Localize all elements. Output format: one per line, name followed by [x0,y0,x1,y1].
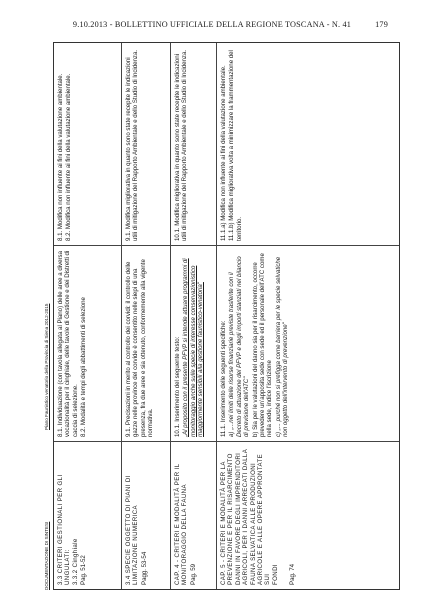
row-4-title-line: PREVENZIONE E PER IL RISARCIMENTO [227,453,235,585]
row-4-title-line: FONDI [271,564,279,585]
row-4-title-line: DANNI IN FAVORE DEGLI IMPRENDITORI [234,452,242,585]
bulletin-header-title: 9.10.2013 - BOLLETTINO UFFICIALE DELLA REGIONE TOSCANA - N. 41 [72,20,352,29]
row-4-assessment-cell [217,43,399,245]
row-4-assessment-text: 11.1.a) Modifica non influente ai fini della valutazione ambientale. [220,65,227,241]
row-1-title-line: 3.3 CRITERI GESTIONALI PER GLI UNGULATI: [57,474,72,585]
rotated-page-area [44,40,402,590]
row-2-title-line: 3.4 SPECIE OGGETTO DI PIANI DI [125,475,132,585]
row-3-quoted-text: „Al proposito con il presente PFVP si intende attuare programmi di monitoraggio anche sulle specie di interesse conservazionistico maggiormente sensibili alla gestione faunistico-venatoria" [182,258,205,437]
rotated-content [44,40,402,590]
row-2-modification-cell [122,245,171,441]
row-3-page-ref: Pag. 59 [189,563,197,585]
row-4-chapter-cell [217,441,399,589]
row-4-modification-text: b) Sia per le valutazioni del danno sia per il risarcimento, occorre prevedere un’apposita sede con sede ed il personale dell’ATC come nella sede, indice l’iscrizione [251,253,274,437]
modifications-table [53,42,400,590]
row-1-modification-text: 8.2. Modalità e tempi degli abbattimenti di selezione [80,297,88,437]
row-3-modification-cell [171,245,217,441]
row-2-modification-text: 9.1. Precisazioni in merito al controllo dei corvidi: il controllo delle gazze nelle province del corvide è consentito nelle siepi di una presenza, fra due aree e sia ottenuto, conformemente alla vigente normativa. [125,259,155,437]
row-4-title-line: FAUNA SELVATICA ALLE PRODUZIONI [249,462,257,585]
row-4-title-line: AGRICOLE E ALLE OPERE APPRONTATE SUI [257,453,272,585]
row-2-title-line: LIMITAZIONE NUMERICA [132,505,140,585]
row-1-page-ref: Pag. 51-52 [80,555,88,585]
row-1-title-line: 3.3.2 Cinghiale [71,538,79,585]
row-2-assessment-text: 9.1. Modifica migliorativa in quanto sono state recepite le indicazioni utili di mitigazione del Rapporto Ambientale e dello Studio di Incidenza. [125,49,140,241]
row-2-chapter-cell [122,441,171,589]
row-3-chapter-cell [171,441,217,589]
row-4-assessment-text: 11.1.b) Modifica migliorativa volta a minimizzare la frammentazione del territorio. [228,50,243,241]
row-1-chapter-cell [54,441,122,589]
row-4-title-line: AGRICOLI, PER I DANNI ARRECATI DALLA [242,448,250,585]
row-3-assessment-cell [171,43,217,245]
section-label: DOCUMENTAZIONE DI SINTESI [44,521,49,590]
row-4-modification-cell [217,245,399,441]
row-4-modification-text: 11.1. Inserimento delle seguenti specifiche: [220,320,227,437]
row-4-title-line: CAP. 5 - CRITERI E MODALITÀ PER LA [220,461,227,585]
row-4-quoted-text: c) „... purché non si prefigga come barriera per le specie selvatiche non oggetto dell'intervento di prevenzione" [274,256,290,437]
row-1-assessment-text: 8.1. Modifica non influente ai fini della valutazione ambientale. [57,73,64,241]
row-3-modification-text: 10.1. Inserimento del seguente testo: [174,336,181,437]
page-header [36,20,388,34]
row-4-quoted-text: a) „...nei limiti delle risorse finanziarie previste trasferite con il Decreto di attuazione del PFVP e degli importi stanziati nel bilancio di previsione dell'ATC" [228,256,251,437]
row-1-modification-text: 8.1. Individuazione (con tavola allegata al Piano) delle aree a diversa vocazionalità per il cinghiale, delle tavole di Gestione e dei Distretti di caccia di selezione. [57,250,79,437]
row-1-assessment-text: 8.2. Modifica non influente ai fini della valutazione ambientale. [65,73,73,241]
plan-caption: Piano Faunistico venatorio della Provincia di Siena 2012-2015 [44,303,49,430]
row-1-assessment-cell [54,43,122,245]
row-2-page-ref: Pagg. 53-54 [140,551,148,585]
page-number: 179 [375,20,388,29]
row-4-page-ref: Pag. 74 [289,563,297,585]
row-3-title-line: MONITORAGGIO DELLA FAUNA [181,484,189,585]
row-1-modification-cell [54,245,122,441]
row-3-title-line: CAP. 4 - CRITERI E MODALITÀ PER IL [174,463,181,585]
row-3-assessment-text: 10.1. Modifica migliorativa in quanto sono state recepite le indicazioni utili di mitigazione del Rapporto Ambientale e dello Studio di Incidenza. [174,49,189,241]
row-2-assessment-cell [122,43,171,245]
